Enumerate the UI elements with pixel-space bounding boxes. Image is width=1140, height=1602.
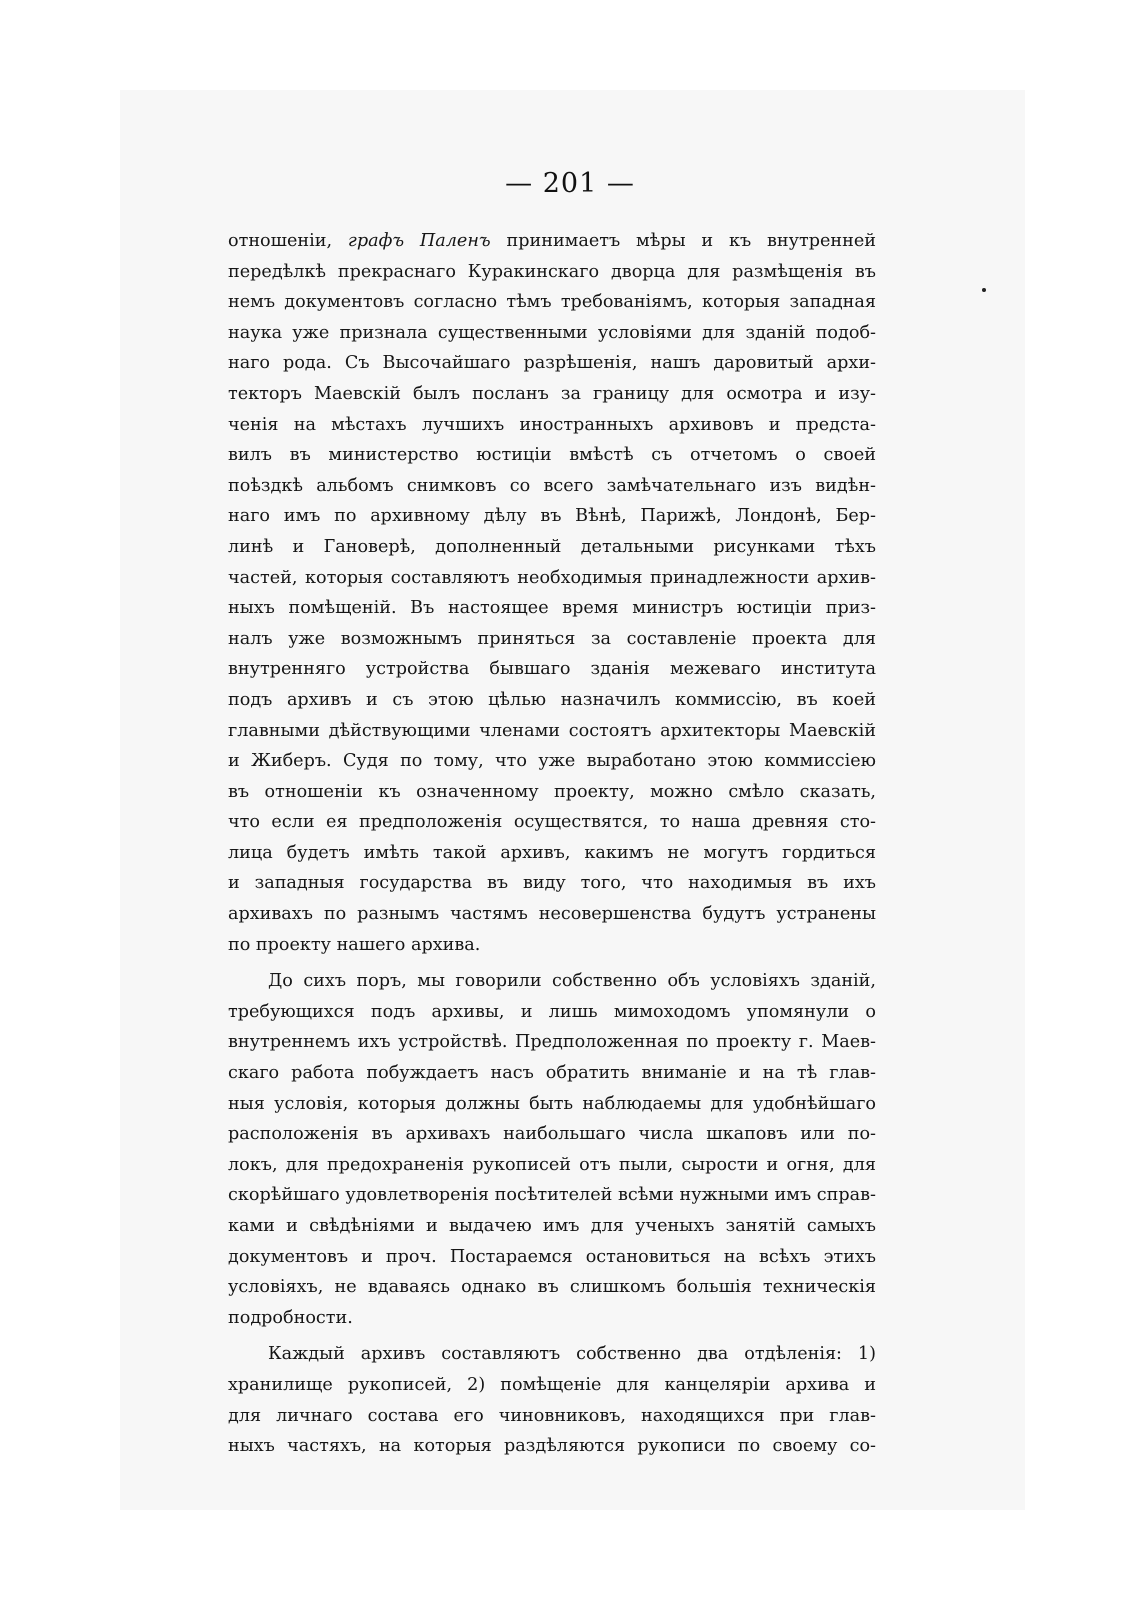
text-line: архивахъ по разнымъ частямъ несовершенства будутъ устранены [228, 904, 876, 925]
text-span: отношеніи, [228, 231, 348, 251]
text-line: локъ, для предохраненія рукописей отъ пыли, сырости и огня, для [228, 1154, 876, 1175]
text-line: частей, которыя составляютъ необходимыя принадлежности архив- [228, 567, 876, 588]
text-line: ченія на мѣстахъ лучшихъ иностранныхъ архивовъ и предста- [228, 414, 876, 435]
text-line: по проекту нашего архива. [228, 934, 481, 955]
text-line: хранилище рукописей, 2) помѣщеніе для канцеляріи архива и [228, 1374, 876, 1395]
text-line: внутреннемъ ихъ устройствѣ. Предположенная по проекту г. Маев- [228, 1032, 876, 1053]
text-line: наго рода. Съ Высочайшаго разрѣшенія, нашъ даровитый архи- [228, 353, 876, 374]
text-line: наука уже признала существенными условіями для зданій подоб- [228, 322, 876, 343]
text-line: подъ архивъ и съ этою цѣлью назначилъ коммиссію, въ коей [228, 689, 876, 710]
text-line: документовъ и проч. Постараемся остановиться на всѣхъ этихъ [228, 1246, 876, 1267]
body-text [228, 226, 876, 1462]
text-line: главными дѣйствующими членами состоятъ архитекторы Маевскій [228, 720, 876, 741]
text-line: требующихся подъ архивы, и лишь мимоходомъ упомянули о [228, 1001, 876, 1022]
text-line: условіяхъ, не вдаваясь однако въ слишкомъ большія техническія [228, 1277, 876, 1298]
text-line: для личнаго состава его чиновниковъ, находящихся при глав- [228, 1405, 876, 1426]
text-line: расположенія въ архивахъ наибольшаго числа шкаповъ или по- [228, 1124, 876, 1145]
text-line: текторъ Маевскій былъ посланъ за границу для осмотра и изу- [228, 383, 876, 404]
text-line: и Жиберъ. Судя по тому, что уже выработано этою коммиссіею [228, 751, 876, 772]
text-line: лица будетъ имѣть такой архивъ, какимъ не могутъ гордиться [228, 842, 876, 863]
text-line: ныхъ помѣщеній. Въ настоящее время министръ юстиціи приз- [228, 598, 876, 619]
text-line: поѣздкѣ альбомъ снимковъ со всего замѣчательнаго изъ видѣн- [228, 475, 876, 496]
stray-ink-mark [982, 288, 986, 292]
text-line: ныя условія, которыя должны быть наблюдаемы для удобнѣйшаго [228, 1093, 876, 1114]
text-line: Каждый архивъ составляютъ собственно два отдѣленія: 1) [268, 1344, 876, 1365]
text-line: До сихъ поръ, мы говорили собственно объ условіяхъ зданій, [268, 971, 876, 992]
text-line [228, 226, 876, 257]
italic-name-span: графъ Паленъ [347, 231, 491, 251]
text-line: подробности. [228, 1307, 353, 1328]
text-line: ныхъ частяхъ, на которыя раздѣляются рукописи по своему со- [228, 1436, 876, 1457]
text-line: наго имъ по архивному дѣлу въ Вѣнѣ, Парижѣ, Лондонѣ, Бер- [228, 506, 876, 527]
text-line: внутренняго устройства бывшаго зданія межеваго института [228, 659, 876, 680]
text-line: скорѣйшаго удовлетворенія посѣтителей всѣми нужными имъ справ- [228, 1185, 876, 1206]
text-span: принимаетъ мѣры и къ внутренней [490, 231, 876, 251]
text-line: налъ уже возможнымъ приняться за составленіе проекта для [228, 628, 876, 649]
text-line: скаго работа побуждаетъ насъ обратить вниманіе и на тѣ глав- [228, 1063, 876, 1084]
text-line: вилъ въ министерство юстиціи вмѣстѣ съ отчетомъ о своей [228, 445, 876, 466]
text-line: что если ея предположенія осуществятся, то наша древняя сто- [228, 812, 876, 833]
text-line: линѣ и Гановерѣ, дополненный детальными рисунками тѣхъ [228, 536, 876, 557]
text-line: передѣлкѣ прекраснаго Куракинскаго дворца для размѣщенія въ [228, 261, 876, 282]
text-line: немъ документовъ согласно тѣмъ требованіямъ, которыя западная [228, 292, 876, 313]
text-line: въ отношеніи къ означенному проекту, можно смѣло сказать, [228, 781, 876, 802]
text-line: ками и свѣдѣніями и выдачею имъ для ученыхъ занятій самыхъ [228, 1216, 876, 1236]
page-number: — 201 — [505, 168, 635, 199]
text-line: и западныя государства въ виду того, что находимыя въ ихъ [228, 873, 876, 894]
